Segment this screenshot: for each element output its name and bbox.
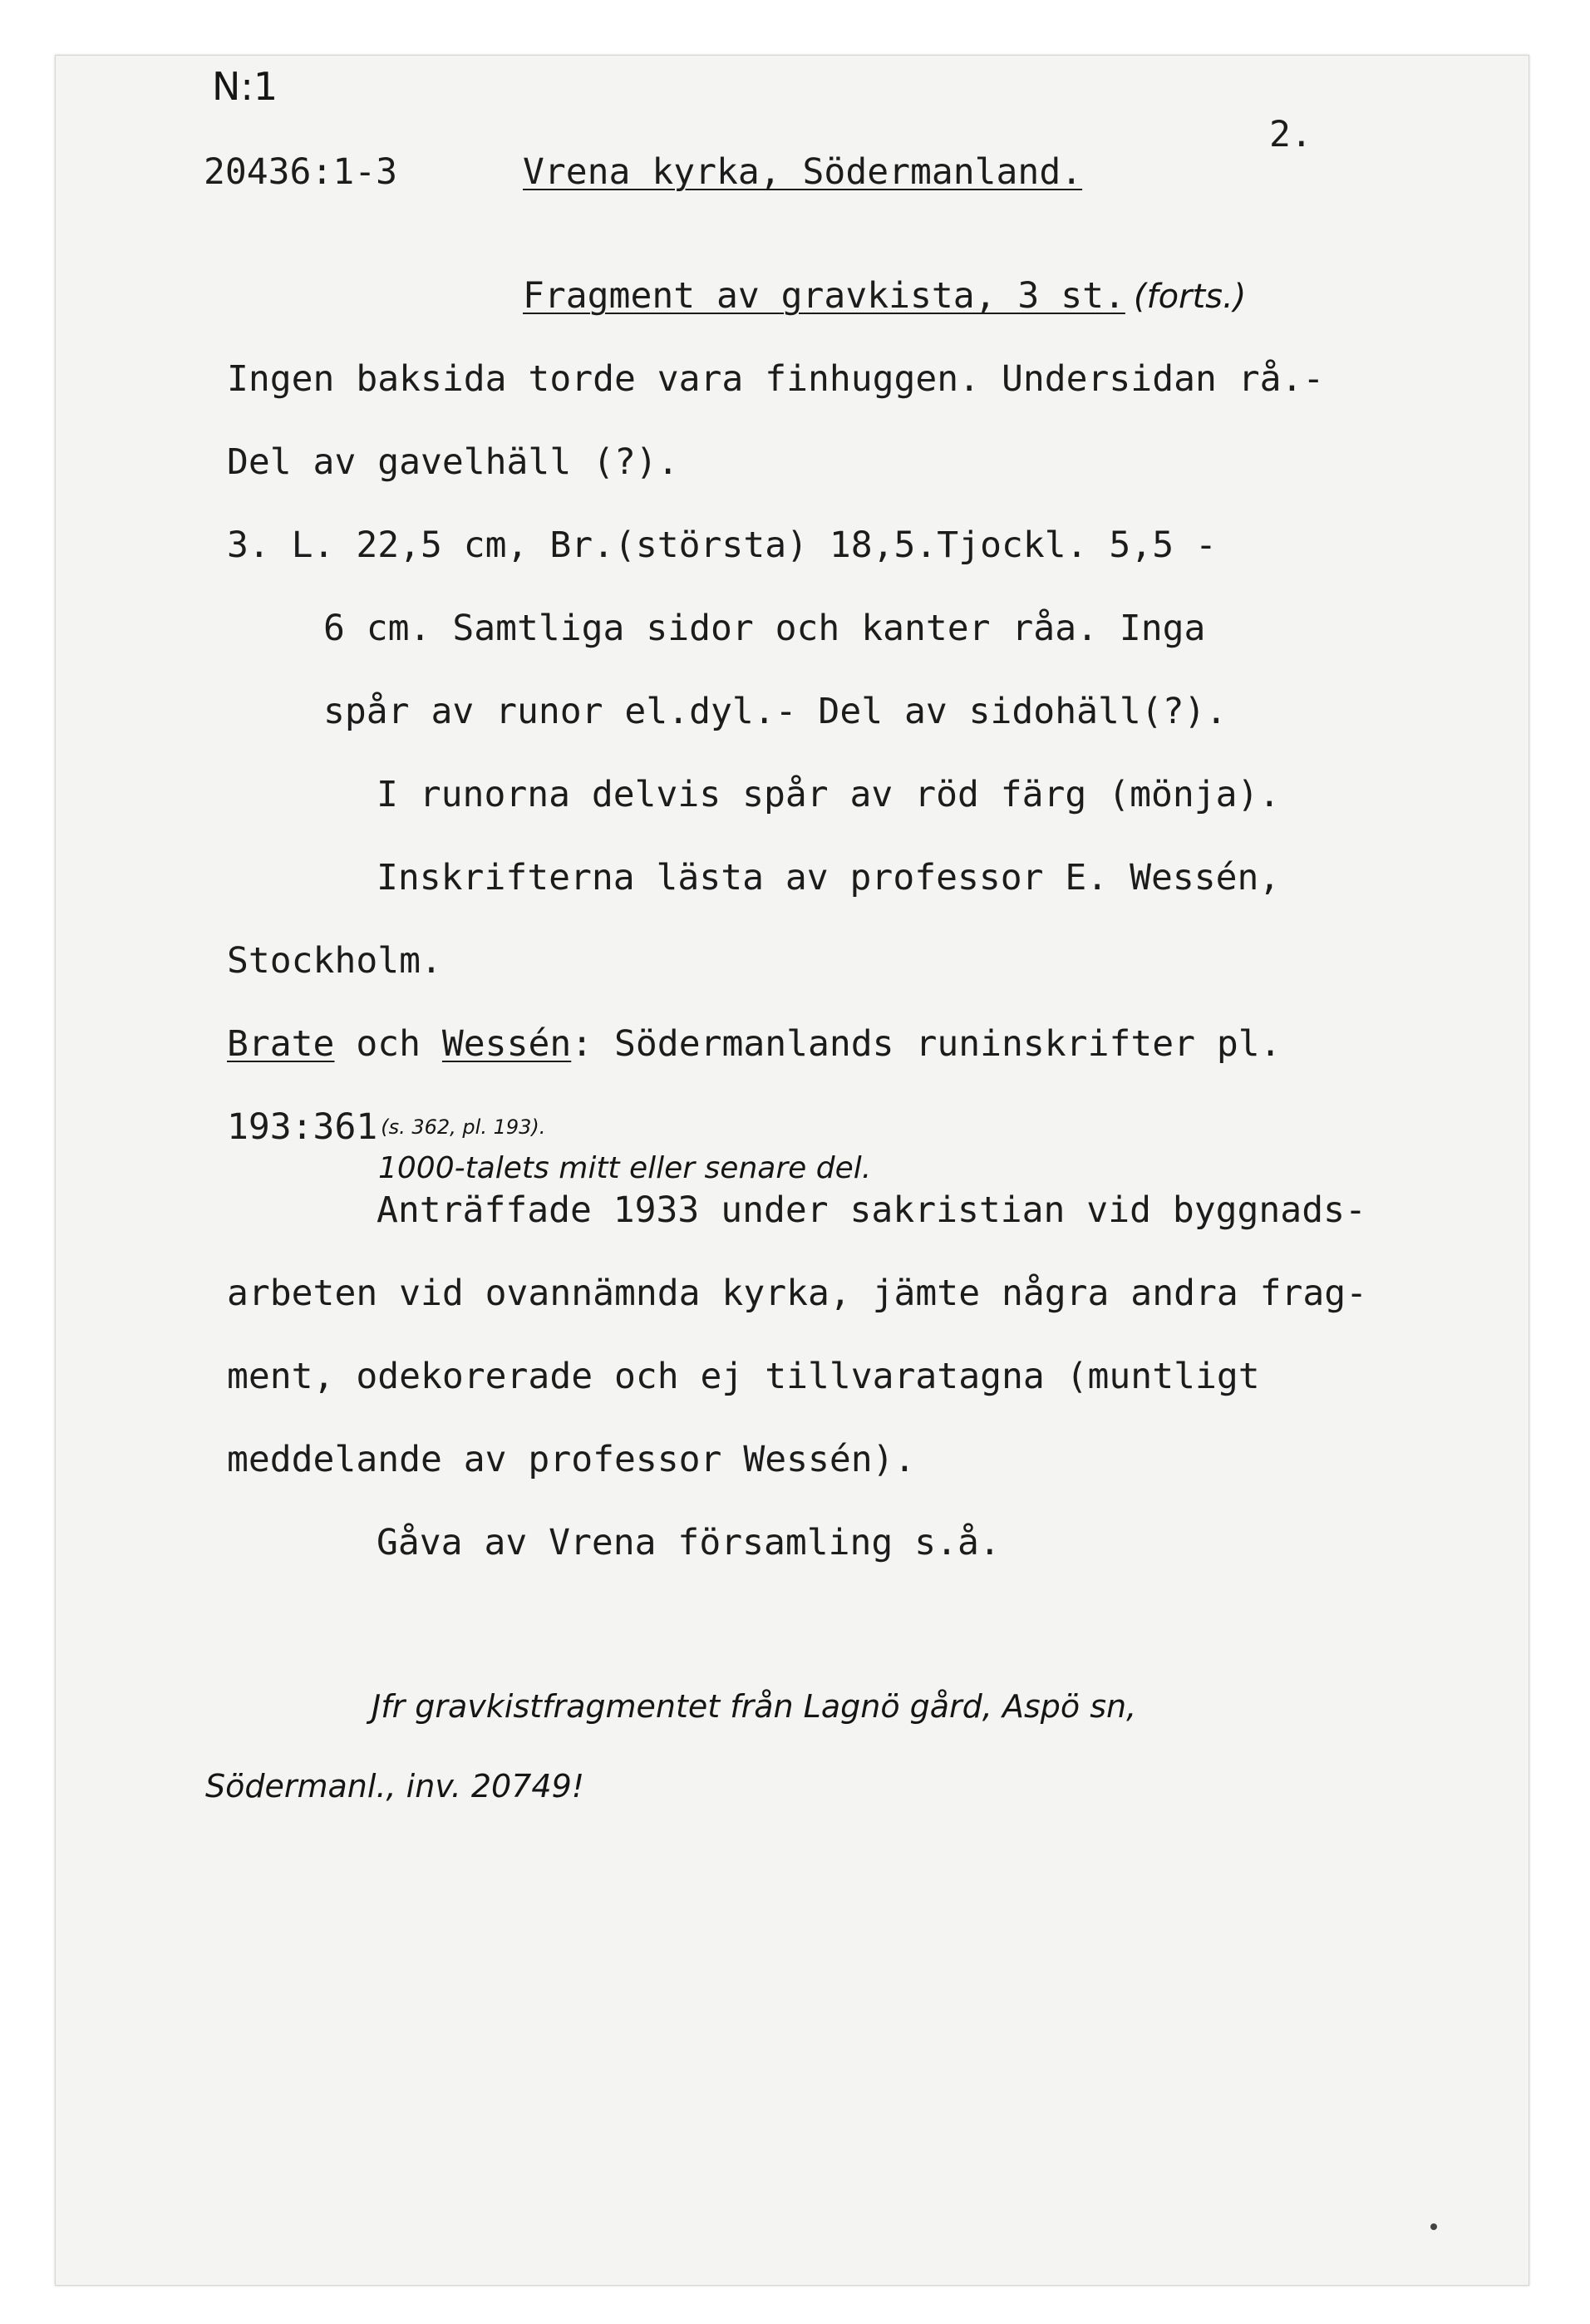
body-line: Inskrifterna lästa av professor E. Wessén, <box>377 857 1281 899</box>
ink-speck <box>1430 2223 1437 2230</box>
find-line: meddelande av professor Wessén). <box>227 1439 916 1480</box>
find-line: arbeten vid ovannämnda kyrka, jämte några andra frag- <box>227 1273 1368 1314</box>
reference-number-line <box>227 1106 545 1148</box>
catalog-card <box>55 55 1529 2286</box>
body-line: 6 cm. Samtliga sidor och kanter råa. Inga <box>323 608 1206 649</box>
body-line: spår av runor el.dyl.- Del av sidohäll(?). <box>323 691 1228 732</box>
reference-line <box>227 1023 1282 1065</box>
heading-title: Vrena kyrka, Södermanland. <box>523 151 1083 193</box>
inventory-number: 20436:1-3 <box>204 151 397 193</box>
reference-number: 193:361 <box>227 1106 378 1148</box>
find-line: ment, odekorerade och ej tillvaratagna (muntligt <box>227 1356 1260 1397</box>
find-line: Gåva av Vrena församling s.å. <box>377 1522 1001 1563</box>
reference-and: och <box>356 1023 421 1065</box>
compare-note-line-2: Södermanl., inv. 20749! <box>205 1768 584 1805</box>
subheading-text: Fragment av gravkista, 3 st. <box>523 275 1125 317</box>
compare-note-line-1: Jfr gravkistfragmentet från Lagnö gård, Aspö sn, <box>372 1688 1137 1725</box>
body-line: Del av gavelhäll (?). <box>227 441 679 483</box>
body-line: Stockholm. <box>227 940 442 982</box>
page-number: 2. <box>1269 114 1312 155</box>
reference-author-wessen: Wessén <box>441 1023 572 1065</box>
dating-note: 1000-talets mitt eller senare del. <box>378 1151 872 1185</box>
body-line: Ingen baksida torde vara finhuggen. Undersidan rå.- <box>227 358 1325 400</box>
find-line: Anträffade 1933 under sakristian vid byggnads- <box>377 1189 1366 1231</box>
number-mark: N:1 <box>212 64 278 109</box>
subheading-note: (forts.) <box>1133 278 1247 316</box>
subheading <box>523 275 1246 318</box>
reference-author-brate: Brate <box>227 1023 335 1065</box>
reference-note: (s. 362, pl. 193). <box>381 1115 546 1139</box>
reference-rest: : Södermanlands runinskrifter pl. <box>571 1023 1282 1065</box>
body-line: 3. L. 22,5 cm, Br.(största) 18,5.Tjockl. 5,5 - <box>227 524 1217 566</box>
body-line: I runorna delvis spår av röd färg (mönja). <box>377 774 1281 815</box>
